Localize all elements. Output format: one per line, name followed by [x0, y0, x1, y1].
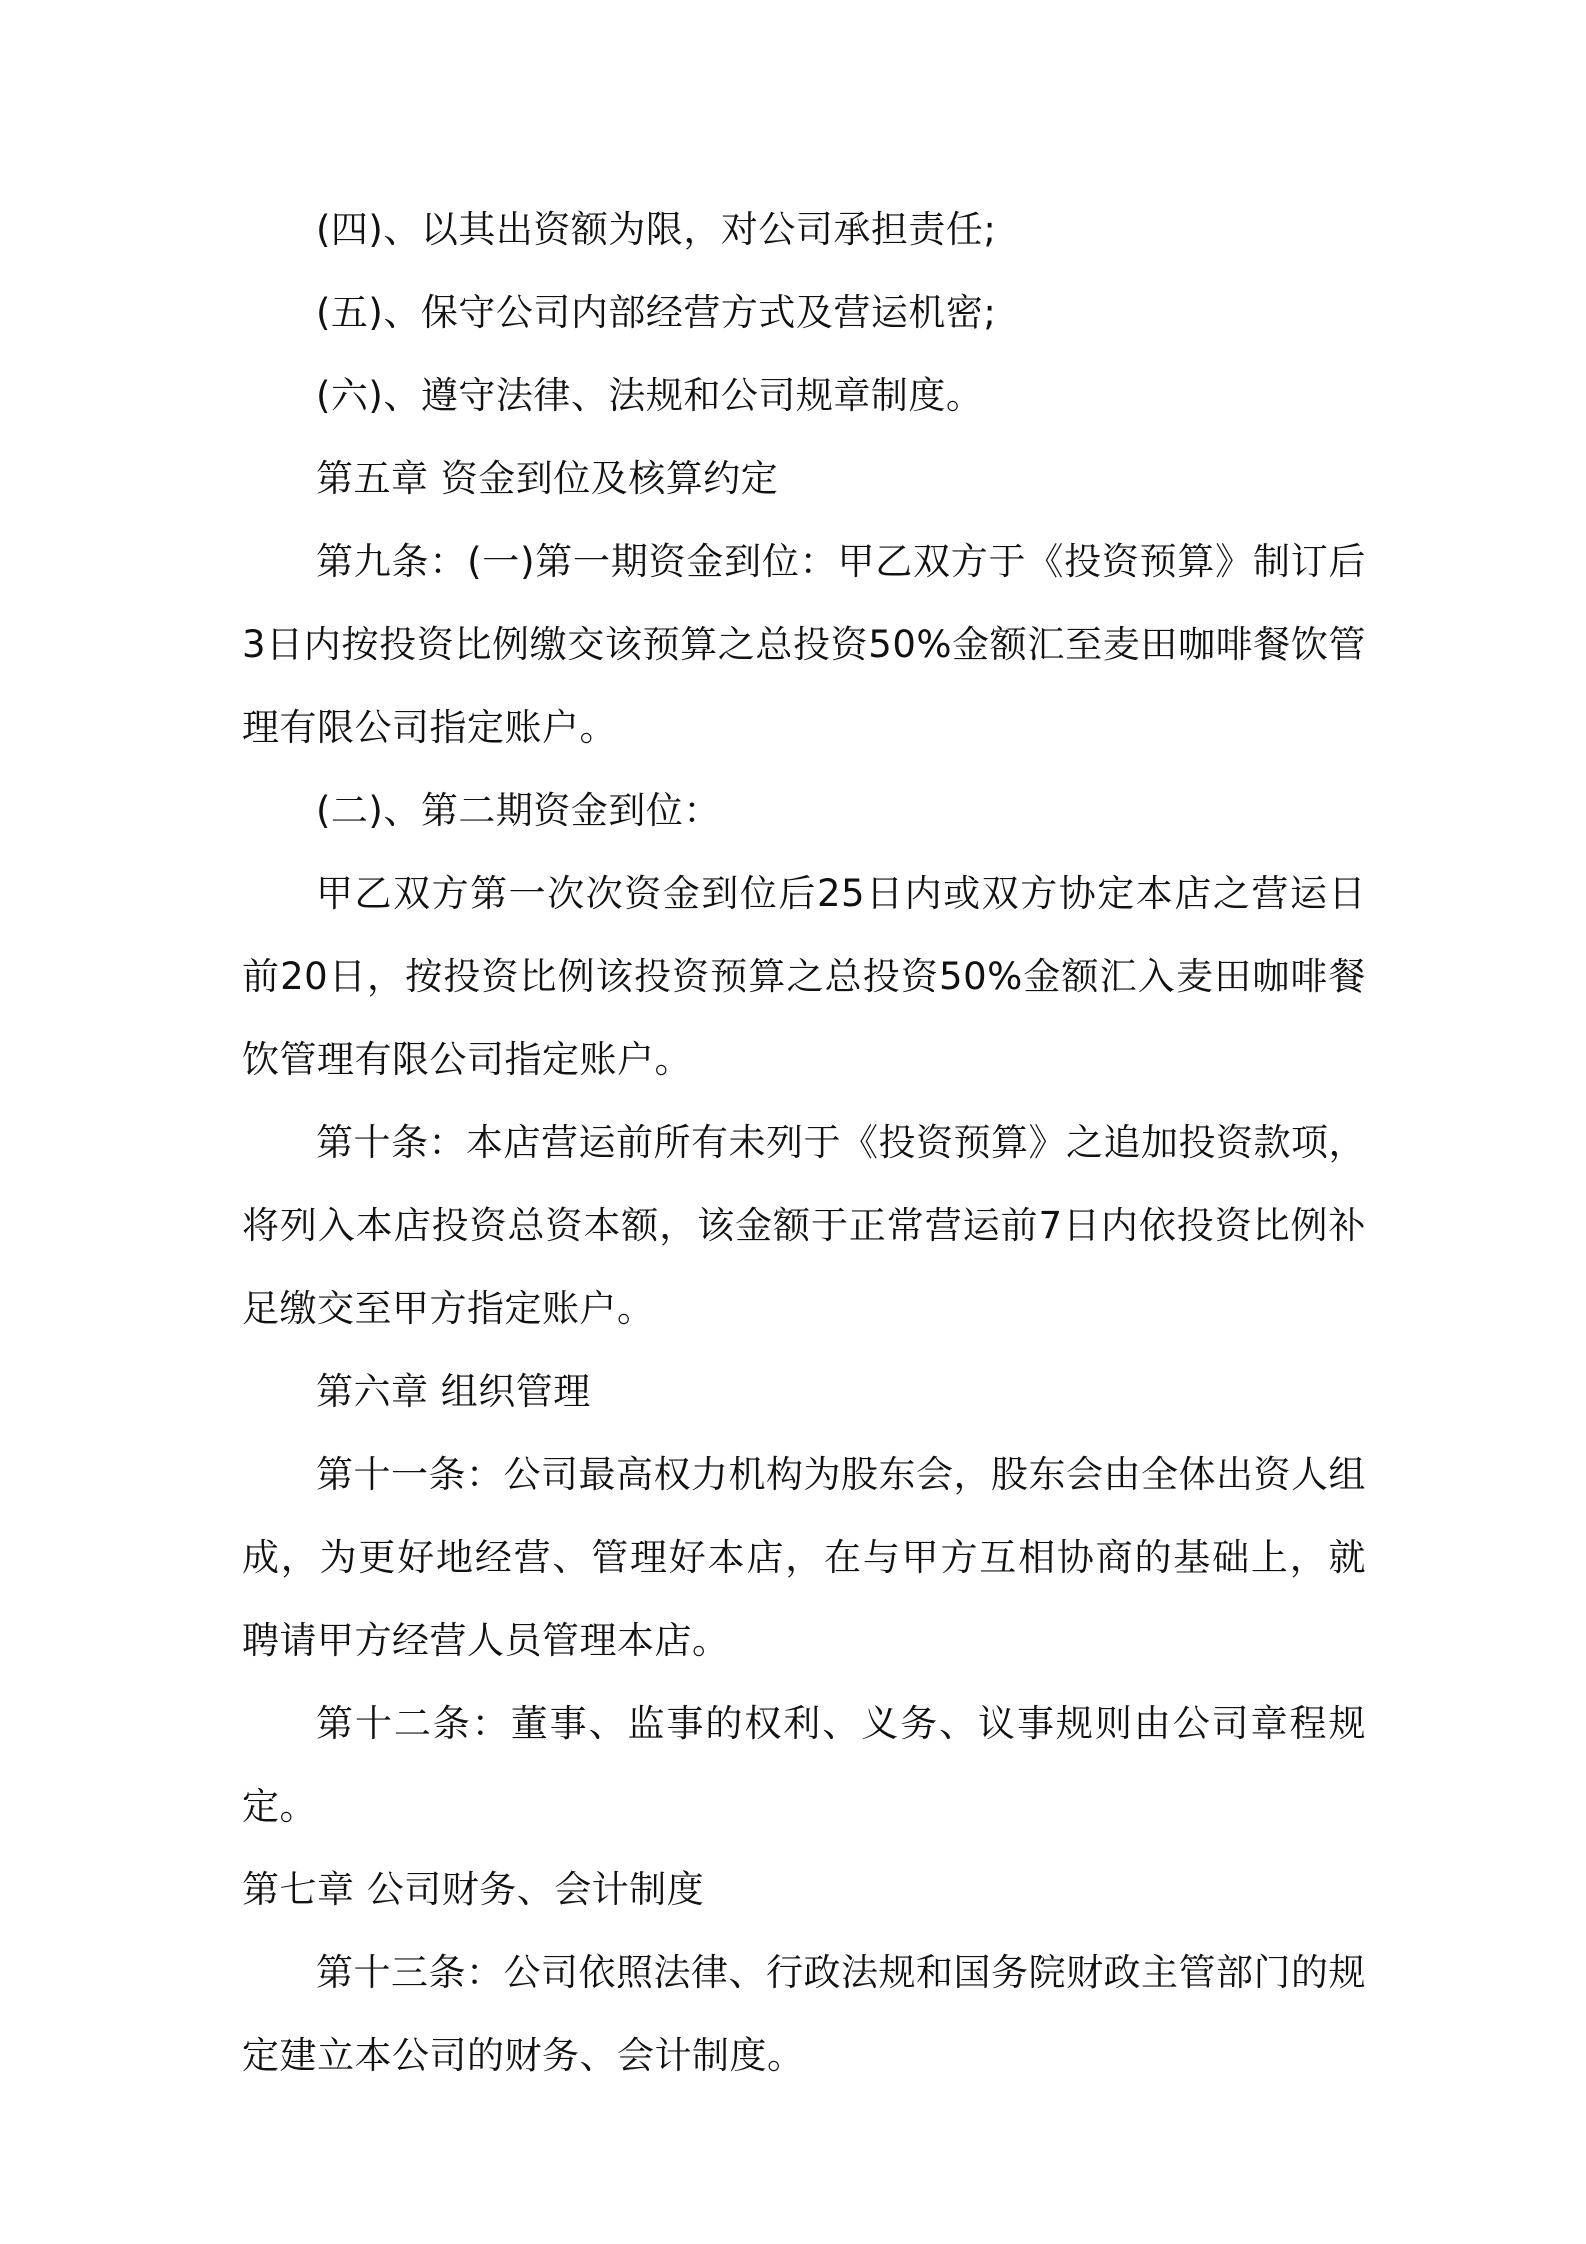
article-10-paragraph: 第十条：本店营运前所有未列于《投资预算》之追加投资款项，将列入本店投资总资本额，该金额于正常营运前7日内依投资比例补足缴交至甲方指定账户。	[242, 1121, 1366, 1330]
article-13-paragraph: 第十三条：公司依照法律、行政法规和国务院财政主管部门的规定建立本公司的财务、会计制度。	[242, 1951, 1366, 2077]
duty-item-5: (五)、保守公司内部经营方式及营运机密;	[316, 291, 997, 334]
article-9-second-title: (二)、第二期资金到位：	[316, 789, 721, 832]
duty-item-4: (四)、以其出资额为限，对公司承担责任;	[316, 208, 997, 251]
chapter-5-heading: 第五章 资金到位及核算约定	[316, 457, 779, 500]
document-body	[242, 188, 1366, 2097]
article-12-paragraph: 第十二条：董事、监事的权利、义务、议事规则由公司章程规定。	[242, 1702, 1366, 1828]
duty-item-6: (六)、遵守法律、法规和公司规章制度。	[316, 374, 984, 417]
article-9-second-body: 甲乙双方第一次次资金到位后25日内或双方协定本店之营运日前20日，按投资比例该投资预算之总投资50%金额汇入麦田咖啡餐饮管理有限公司指定账户。	[242, 872, 1366, 1081]
article-9-paragraph: 第九条：(一)第一期资金到位：甲乙双方于《投资预算》制订后3日内按投资比例缴交该预算之总投资50%金额汇至麦田咖啡餐饮管理有限公司指定账户。	[242, 540, 1366, 749]
chapter-7-heading: 第七章 公司财务、会计制度	[242, 1868, 705, 1911]
chapter-6-heading: 第六章 组织管理	[316, 1370, 591, 1413]
article-11-paragraph: 第十一条：公司最高权力机构为股东会，股东会由全体出资人组成，为更好地经营、管理好本店，在与甲方互相协商的基础上，就聘请甲方经营人员管理本店。	[242, 1453, 1366, 1662]
